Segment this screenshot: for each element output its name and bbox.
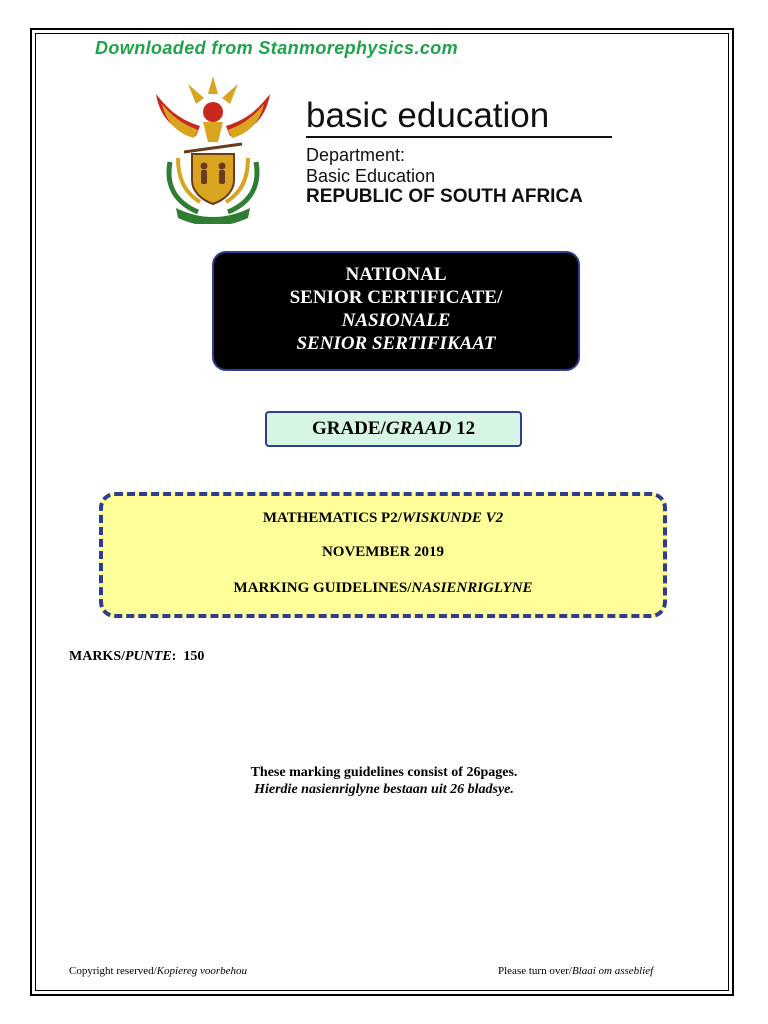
page-count-note-en: These marking guidelines consist of 26pages. <box>250 765 518 780</box>
coat-of-arms-logo <box>148 74 278 224</box>
certificate-box <box>212 251 580 371</box>
footer-copyright-af: Kopiereg voorbehou <box>156 965 248 977</box>
subject-title-en: MATHEMATICS P2/ <box>262 510 402 526</box>
brand-basic-education: Basic Education <box>306 166 436 186</box>
subject-box <box>99 492 667 618</box>
footer-turn-over-en: Please turn over/ <box>498 965 572 977</box>
marks-label-af: PUNTE <box>125 649 172 664</box>
footer-turn-over-af: Blaai om asseblief <box>571 965 654 977</box>
brand-title: basic education <box>306 96 550 135</box>
subject-title <box>103 510 663 527</box>
document-type <box>103 580 663 597</box>
grade-label-af: GRAAD <box>385 418 452 439</box>
grade-label: GRADE/ <box>311 418 386 439</box>
footer-copyright-en: Copyright reserved/ <box>69 965 157 977</box>
marks-value: 150 <box>183 649 205 664</box>
certificate-line-4: SENIOR SERTIFIKAAT <box>296 333 496 354</box>
certificate-line-3: NASIONALE <box>341 310 451 331</box>
certificate-line-2: SENIOR CERTIFICATE/ <box>289 287 503 308</box>
subject-title-af: WISKUNDE V2 <box>401 510 504 526</box>
marks-label: MARKS/ <box>69 649 125 664</box>
footer-turn-over <box>498 965 653 977</box>
total-marks: MARKS/PUNTE: 150 <box>69 649 205 664</box>
document-type-af: NASIENRIGLYNE <box>411 580 533 596</box>
page-count-note-af: Hierdie nasienriglyne bestaan uit 26 bladsye. <box>254 782 514 797</box>
exam-date: NOVEMBER 2019 <box>321 544 445 560</box>
download-watermark: Downloaded from Stanmorephysics.com <box>95 38 459 58</box>
brand-country: REPUBLIC OF SOUTH AFRICA <box>306 186 583 207</box>
grade-box <box>265 411 522 447</box>
certificate-line-1: NATIONAL <box>345 264 447 285</box>
brand-department: Department: <box>306 145 406 165</box>
grade-number: 12 <box>456 418 476 439</box>
document-type-en: MARKING GUIDELINES/ <box>233 580 412 596</box>
brand-divider <box>306 136 612 138</box>
footer-copyright <box>69 965 247 977</box>
